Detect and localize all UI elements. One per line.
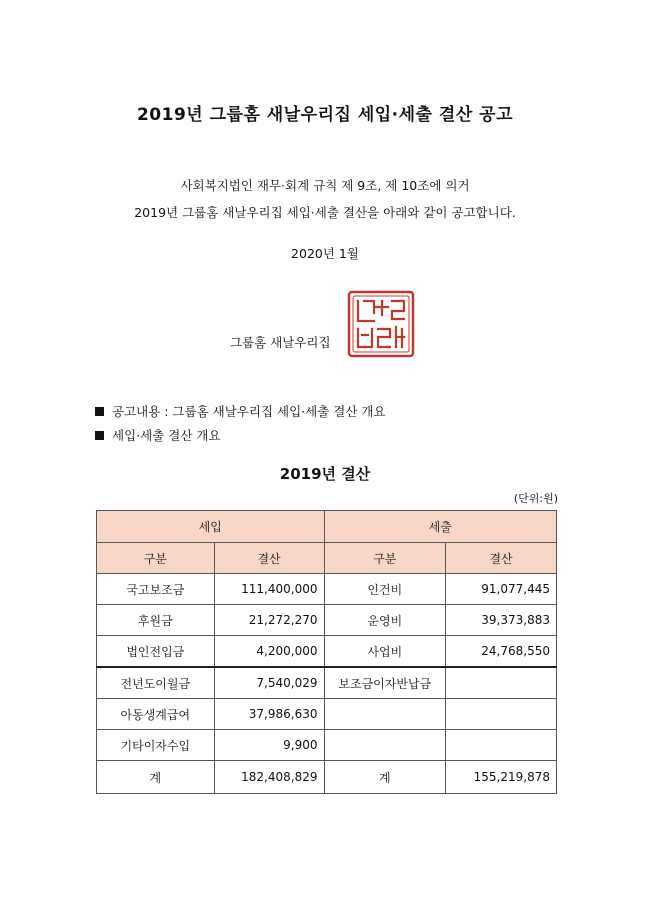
revenue-total-amount: 182,408,829: [214, 761, 324, 794]
bullet-item: [95, 426, 221, 444]
expenditure-amount: [446, 667, 557, 699]
column-header: 구분: [97, 543, 215, 574]
expenditure-item: 보조금이자반납금: [324, 667, 446, 699]
column-header: 결산: [446, 543, 557, 574]
bullet-text: 세입·세출 결산 개요: [112, 428, 221, 443]
expenditure-total-label: 계: [324, 761, 446, 794]
column-header: 구분: [324, 543, 446, 574]
expenditure-item: 인건비: [324, 574, 446, 605]
expenditure-item: [324, 699, 446, 730]
expenditure-item: [324, 730, 446, 761]
table-row: [97, 574, 557, 605]
revenue-item: 후원금: [97, 605, 215, 636]
total-row: [97, 761, 557, 794]
revenue-amount: 9,900: [214, 730, 324, 761]
revenue-item: 법인전입금: [97, 636, 215, 668]
expenditure-amount: 39,373,883: [446, 605, 557, 636]
table-title: 2019년 결산: [279, 465, 371, 483]
settlement-table: [96, 510, 557, 794]
intro-line-1: 사회복지법인 재무·회계 규칙 제 9조, 제 10조에 의거: [180, 178, 470, 193]
revenue-amount: 111,400,000: [214, 574, 324, 605]
table-row: [97, 605, 557, 636]
official-seal-icon: [346, 289, 416, 359]
table-row: [97, 699, 557, 730]
revenue-amount: 37,986,630: [214, 699, 324, 730]
intro-line-2: 2019년 그룹홈 새날우리집 세입·세출 결산을 아래와 같이 공고합니다.: [134, 205, 516, 220]
revenue-amount: 7,540,029: [214, 667, 324, 699]
expenditure-amount: 91,077,445: [446, 574, 557, 605]
revenue-total-label: 계: [97, 761, 215, 794]
page-title: 2019년 그룹홈 새날우리집 세입·세출 결산 공고: [136, 105, 514, 125]
table-row: [97, 667, 557, 699]
square-bullet-icon: [95, 407, 104, 416]
table-row: [97, 636, 557, 668]
notice-date: 2020년 1월: [291, 246, 359, 261]
expenditure-amount: 24,768,550: [446, 636, 557, 668]
expenditure-amount: [446, 730, 557, 761]
square-bullet-icon: [95, 431, 104, 440]
revenue-amount: 21,272,270: [214, 605, 324, 636]
expenditure-item: 사업비: [324, 636, 446, 668]
revenue-item: 국고보조금: [97, 574, 215, 605]
expenditure-total-amount: 155,219,878: [446, 761, 557, 794]
revenue-item: 전년도이월금: [97, 667, 215, 699]
revenue-amount: 4,200,000: [214, 636, 324, 668]
revenue-item: 아동생계급여: [97, 699, 215, 730]
expenditure-amount: [446, 699, 557, 730]
unit-label: (단위:원): [513, 492, 558, 505]
expenditure-item: 운영비: [324, 605, 446, 636]
bullet-text: 공고내용 : 그룹홈 새날우리집 세입·세출 결산 개요: [112, 404, 386, 419]
revenue-header: 세입: [97, 511, 325, 543]
expenditure-header: 세출: [324, 511, 557, 543]
column-header: 결산: [214, 543, 324, 574]
revenue-item: 기타이자수입: [97, 730, 215, 761]
organization-name: 그룹홈 새날우리집: [230, 335, 331, 350]
column-header-row: [97, 543, 557, 574]
table-row: [97, 730, 557, 761]
group-header-row: [97, 511, 557, 543]
bullet-item: [95, 402, 386, 420]
